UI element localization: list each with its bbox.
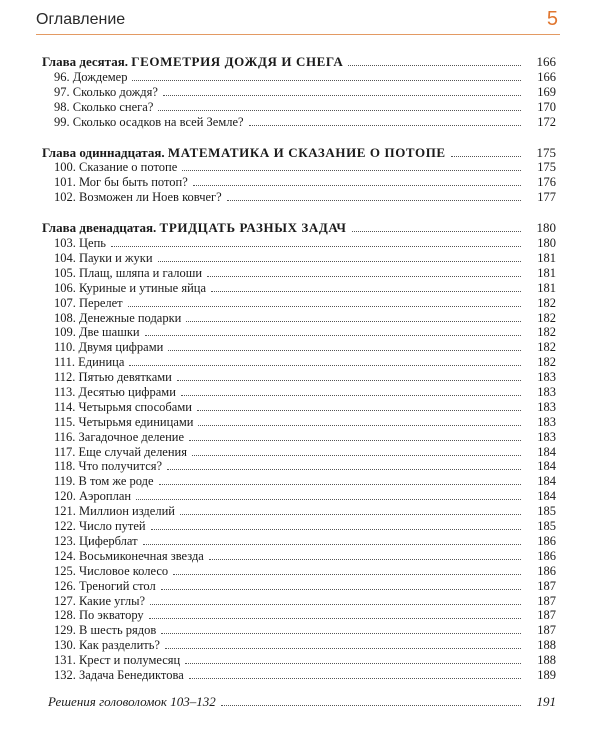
- toc-entry[interactable]: [42, 608, 556, 623]
- dot-leader: [180, 514, 521, 515]
- toc-entry-text: [42, 445, 187, 459]
- toc-entry[interactable]: [42, 518, 556, 533]
- toc-entry-text: [42, 579, 156, 593]
- toc-entry-text: [42, 519, 146, 533]
- entry-number: 131.: [54, 653, 76, 668]
- entry-number: 102.: [54, 190, 76, 205]
- entry-title: Денежные подарки: [79, 310, 182, 325]
- entry-title: Четырьмя способами: [78, 399, 192, 414]
- entry-title: Какие углы?: [79, 593, 146, 608]
- entry-number: 130.: [54, 638, 76, 653]
- toc-entry[interactable]: [42, 160, 556, 175]
- toc-entry-text: [42, 311, 181, 325]
- toc-entry[interactable]: [42, 459, 556, 474]
- entry-title: В том же роде: [78, 474, 154, 489]
- chapter-section: [42, 141, 556, 205]
- chapter-title: МАТЕМАТИКА И СКАЗАНИЕ О ПОТОПЕ: [167, 144, 446, 160]
- entry-number: 118.: [54, 459, 76, 474]
- toc-entry[interactable]: [42, 189, 556, 204]
- solutions-title: Решения головоломок 103–132: [48, 693, 216, 709]
- entry-number: 101.: [54, 175, 76, 190]
- entry-page: 183: [537, 399, 556, 414]
- entry-page: 181: [537, 280, 556, 295]
- entry-title: Сколько осадков на всей Земле?: [72, 114, 244, 129]
- entry-number: 123.: [54, 533, 76, 548]
- toc-entry[interactable]: [42, 250, 556, 265]
- toc-entry[interactable]: [42, 533, 556, 548]
- entry-number: 104.: [54, 251, 76, 266]
- entry-page: 187: [537, 578, 556, 593]
- entry-number: 98.: [54, 99, 70, 114]
- dot-leader: [451, 156, 521, 157]
- dot-leader: [158, 261, 521, 262]
- dot-leader: [167, 469, 521, 470]
- entry-number: 121.: [54, 504, 76, 519]
- entry-number: 119.: [54, 474, 76, 489]
- entry-number: 114.: [54, 399, 76, 414]
- dot-leader: [161, 589, 521, 590]
- entry-page: 187: [537, 608, 556, 623]
- toc-entry[interactable]: [42, 548, 556, 563]
- dot-leader: [161, 633, 521, 634]
- toc-entry[interactable]: [42, 667, 556, 682]
- page-number: 5: [546, 8, 558, 30]
- entry-title: Двумя цифрами: [78, 340, 164, 355]
- entry-title: Единица: [78, 355, 125, 370]
- toc-entry[interactable]: [42, 414, 556, 429]
- entry-title: Цепь: [79, 236, 106, 251]
- toc-entry[interactable]: [42, 369, 556, 384]
- toc-entry-text: [42, 400, 192, 414]
- entry-title: Сколько дождя?: [72, 84, 158, 99]
- solutions-page: 191: [536, 693, 556, 709]
- entry-number: 109.: [54, 325, 76, 340]
- toc-entry[interactable]: [42, 593, 556, 608]
- entry-number: 117.: [54, 444, 76, 459]
- entry-number: 116.: [54, 429, 76, 444]
- dot-leader: [158, 110, 521, 111]
- dot-leader: [209, 559, 521, 560]
- entry-page: 183: [537, 429, 556, 444]
- dot-leader: [165, 648, 521, 649]
- entry-number: 96.: [54, 69, 70, 84]
- toc-entry[interactable]: [42, 354, 556, 369]
- entry-number: 97.: [54, 84, 70, 99]
- toc-entry-text: [42, 668, 184, 682]
- toc-entry-text: [42, 430, 184, 444]
- entry-title: Десятью цифрами: [78, 385, 176, 400]
- entry-title: В шесть рядов: [79, 623, 157, 638]
- toc-entry-text: [42, 325, 140, 339]
- entry-page: 166: [537, 69, 556, 84]
- entry-number: 125.: [54, 563, 76, 578]
- entry-page: 177: [537, 190, 556, 205]
- entry-page: 182: [537, 340, 556, 355]
- chapter-label: Глава одиннадцатая.: [42, 144, 165, 160]
- toc-entry-text: [42, 175, 188, 189]
- entry-number: 108.: [54, 310, 76, 325]
- dot-leader: [193, 185, 521, 186]
- toc-entry-text: [42, 85, 158, 99]
- toc-entry[interactable]: [42, 265, 556, 280]
- entry-title: Две шашки: [79, 325, 140, 340]
- dot-leader: [128, 306, 521, 307]
- entry-page: 183: [537, 370, 556, 385]
- toc-entry[interactable]: [42, 235, 556, 250]
- entry-page: 182: [537, 310, 556, 325]
- dot-leader: [198, 425, 521, 426]
- toc-entry[interactable]: [42, 295, 556, 310]
- entry-number: 106.: [54, 280, 76, 295]
- entry-title: По экватору: [79, 608, 144, 623]
- entry-title: Восьмиконечная звезда: [79, 548, 204, 563]
- entry-page: 182: [537, 325, 556, 340]
- toc-entry-text: [42, 564, 168, 578]
- entry-number: 124.: [54, 548, 76, 563]
- entry-page: 186: [537, 563, 556, 578]
- toc-entry[interactable]: [42, 84, 556, 99]
- toc-entry[interactable]: [42, 503, 556, 518]
- toc-entry[interactable]: [42, 325, 556, 340]
- entry-page: 183: [537, 385, 556, 400]
- entry-title: Сказание о потопе: [79, 160, 178, 175]
- dot-leader: [181, 395, 521, 396]
- dot-leader: [111, 246, 521, 247]
- entry-number: 128.: [54, 608, 76, 623]
- toc-entry-text: [42, 115, 244, 129]
- chapter-page: 166: [536, 54, 556, 69]
- toc-entry-text: [42, 608, 144, 622]
- toc-entry-text: [42, 355, 124, 369]
- entry-page: 186: [537, 533, 556, 548]
- entry-number: 111.: [54, 355, 75, 370]
- chapter-label: Глава двенадцатая.: [42, 220, 157, 236]
- chapter-heading-text: [42, 221, 347, 235]
- entry-title: Числовое колесо: [79, 563, 169, 578]
- chapter-page: 175: [536, 144, 556, 160]
- dot-leader: [136, 499, 521, 500]
- toc-entry-text: [42, 70, 127, 84]
- dot-leader: [348, 65, 521, 66]
- entry-page: 176: [537, 175, 556, 190]
- dot-leader: [221, 705, 521, 706]
- toc-entry[interactable]: [42, 488, 556, 503]
- entry-title: Перелет: [79, 295, 123, 310]
- toc-entry[interactable]: [42, 310, 556, 325]
- entry-number: 113.: [54, 385, 76, 400]
- chapter-section: [42, 216, 556, 682]
- dot-leader: [185, 663, 521, 664]
- entry-number: 112.: [54, 370, 76, 385]
- entry-page: 189: [537, 667, 556, 682]
- dot-leader: [177, 380, 521, 381]
- chapter-heading[interactable]: [42, 141, 556, 160]
- table-of-contents: [42, 50, 556, 709]
- entry-page: 181: [537, 251, 556, 266]
- toc-entry-text: [42, 296, 123, 310]
- chapter-heading[interactable]: [42, 216, 556, 235]
- entry-page: 187: [537, 623, 556, 638]
- entry-title: Число путей: [79, 519, 146, 534]
- toc-entry-text: [42, 474, 154, 488]
- toc-entry-text: [42, 549, 204, 563]
- entry-page: 181: [537, 265, 556, 280]
- entry-page: 187: [537, 593, 556, 608]
- entry-page: 172: [537, 114, 556, 129]
- entry-number: 126.: [54, 578, 76, 593]
- toc-entry-text: [42, 281, 206, 295]
- toc-entry[interactable]: [42, 339, 556, 354]
- dot-leader: [132, 80, 521, 81]
- toc-entry-text: [42, 415, 193, 429]
- entry-number: 122.: [54, 519, 76, 534]
- toc-entry-text: [42, 504, 175, 518]
- toc-entry-text: [42, 340, 163, 354]
- toc-entry[interactable]: [42, 99, 556, 114]
- dot-leader: [173, 574, 521, 575]
- entry-page: 182: [537, 355, 556, 370]
- entry-number: 115.: [54, 414, 76, 429]
- entry-title: Аэроплан: [79, 489, 132, 504]
- toc-entry[interactable]: [42, 563, 556, 578]
- toc-entry[interactable]: [42, 280, 556, 295]
- dot-leader: [227, 200, 521, 201]
- entry-number: 103.: [54, 236, 76, 251]
- toc-entry[interactable]: [42, 114, 556, 129]
- entry-number: 127.: [54, 593, 76, 608]
- toc-entry[interactable]: [42, 473, 556, 488]
- entry-number: 129.: [54, 623, 76, 638]
- entry-page: 184: [537, 459, 556, 474]
- entry-title: Циферблат: [79, 533, 138, 548]
- toc-entry[interactable]: [42, 637, 556, 652]
- toc-entry[interactable]: [42, 69, 556, 84]
- dot-leader: [149, 618, 521, 619]
- dot-leader: [352, 231, 521, 232]
- entry-page: 183: [537, 414, 556, 429]
- chapter-label: Глава десятая.: [42, 54, 129, 69]
- entry-title: Как разделить?: [79, 638, 160, 653]
- entry-title: Сколько снега?: [72, 99, 154, 114]
- toc-entry-text: [42, 266, 202, 280]
- entry-number: 110.: [54, 340, 76, 355]
- toc-entry-text: [42, 236, 106, 250]
- entry-number: 105.: [54, 265, 76, 280]
- header-title: Оглавление: [36, 11, 126, 28]
- entry-number: 99.: [54, 114, 70, 129]
- dot-leader: [207, 276, 521, 277]
- chapter-title: ТРИДЦАТЬ РАЗНЫХ ЗАДАЧ: [159, 220, 347, 236]
- dot-leader: [163, 95, 521, 96]
- entry-number: 120.: [54, 489, 76, 504]
- entry-title: Плащ, шляпа и галоши: [79, 265, 203, 280]
- toc-entry[interactable]: [42, 622, 556, 637]
- page-header: [36, 8, 560, 35]
- toc-entry-text: [42, 638, 160, 652]
- dot-leader: [159, 484, 521, 485]
- entry-page: 184: [537, 474, 556, 489]
- entry-title: Задача Бенедиктова: [79, 667, 184, 682]
- entry-title: Куриные и утиные яйца: [79, 280, 207, 295]
- entry-number: 132.: [54, 667, 76, 682]
- entry-page: 184: [537, 444, 556, 459]
- entry-page: 170: [537, 99, 556, 114]
- toc-entry[interactable]: [42, 429, 556, 444]
- dot-leader: [186, 321, 521, 322]
- chapter-heading-text: [42, 55, 343, 69]
- dot-leader: [189, 678, 521, 679]
- entry-title: Возможен ли Ноев ковчег?: [79, 190, 222, 205]
- entry-page: 185: [537, 519, 556, 534]
- entry-page: 184: [537, 489, 556, 504]
- solutions-entry[interactable]: [42, 694, 556, 709]
- dot-leader: [192, 455, 521, 456]
- dot-leader: [197, 410, 521, 411]
- toc-entry-text: [42, 385, 176, 399]
- toc-entry-text: [42, 459, 162, 473]
- entry-page: 186: [537, 548, 556, 563]
- dot-leader: [143, 544, 521, 545]
- toc-entry[interactable]: [42, 444, 556, 459]
- toc-entry-text: [42, 370, 172, 384]
- dot-leader: [129, 365, 521, 366]
- toc-entry-text: [42, 251, 153, 265]
- entry-title: Загадочное деление: [78, 429, 184, 444]
- entry-number: 107.: [54, 295, 76, 310]
- chapter-title: ГЕОМЕТРИЯ ДОЖДЯ И СНЕГА: [131, 54, 344, 69]
- entry-title: Треногий стол: [79, 578, 156, 593]
- dot-leader: [249, 125, 521, 126]
- toc-entry-text: [42, 489, 131, 503]
- toc-entry-text: [42, 623, 156, 637]
- dot-leader: [189, 440, 521, 441]
- chapter-page: 180: [536, 220, 556, 236]
- toc-entry-text: [42, 534, 138, 548]
- entry-title: Мог бы быть потоп?: [79, 175, 188, 190]
- toc-entry-text: [42, 190, 222, 204]
- entry-number: 100.: [54, 160, 76, 175]
- dot-leader: [145, 335, 521, 336]
- entry-title: Миллион изделий: [79, 504, 175, 519]
- dot-leader: [168, 350, 521, 351]
- toc-entry[interactable]: [42, 578, 556, 593]
- toc-entry-text: [42, 653, 180, 667]
- entry-page: 188: [537, 638, 556, 653]
- dot-leader: [151, 529, 521, 530]
- dot-leader: [211, 291, 521, 292]
- entry-title: Пятью девятками: [78, 370, 172, 385]
- toc-entry[interactable]: [42, 652, 556, 667]
- toc-entry-text: [42, 594, 145, 608]
- toc-entry[interactable]: [42, 174, 556, 189]
- dot-leader: [182, 170, 521, 171]
- entry-title: Крест и полумесяц: [79, 653, 181, 668]
- entry-title: Четырьмя единицами: [78, 414, 194, 429]
- dot-leader: [150, 604, 521, 605]
- toc-entry[interactable]: [42, 399, 556, 414]
- entry-title: Еще случай деления: [78, 444, 187, 459]
- chapter-heading-text: [42, 146, 446, 160]
- entry-page: 185: [537, 504, 556, 519]
- entry-title: Что получится?: [78, 459, 163, 474]
- chapter-heading[interactable]: [42, 50, 556, 69]
- entry-title: Пауки и жуки: [79, 251, 153, 266]
- entry-page: 180: [537, 236, 556, 251]
- entry-page: 169: [537, 84, 556, 99]
- toc-entry-text: [42, 100, 153, 114]
- entry-title: Дождемер: [72, 69, 128, 84]
- toc-entry-text: [42, 160, 177, 174]
- entry-page: 182: [537, 295, 556, 310]
- entry-page: 175: [537, 160, 556, 175]
- chapter-section: [42, 50, 556, 129]
- toc-entry[interactable]: [42, 384, 556, 399]
- entry-page: 188: [537, 653, 556, 668]
